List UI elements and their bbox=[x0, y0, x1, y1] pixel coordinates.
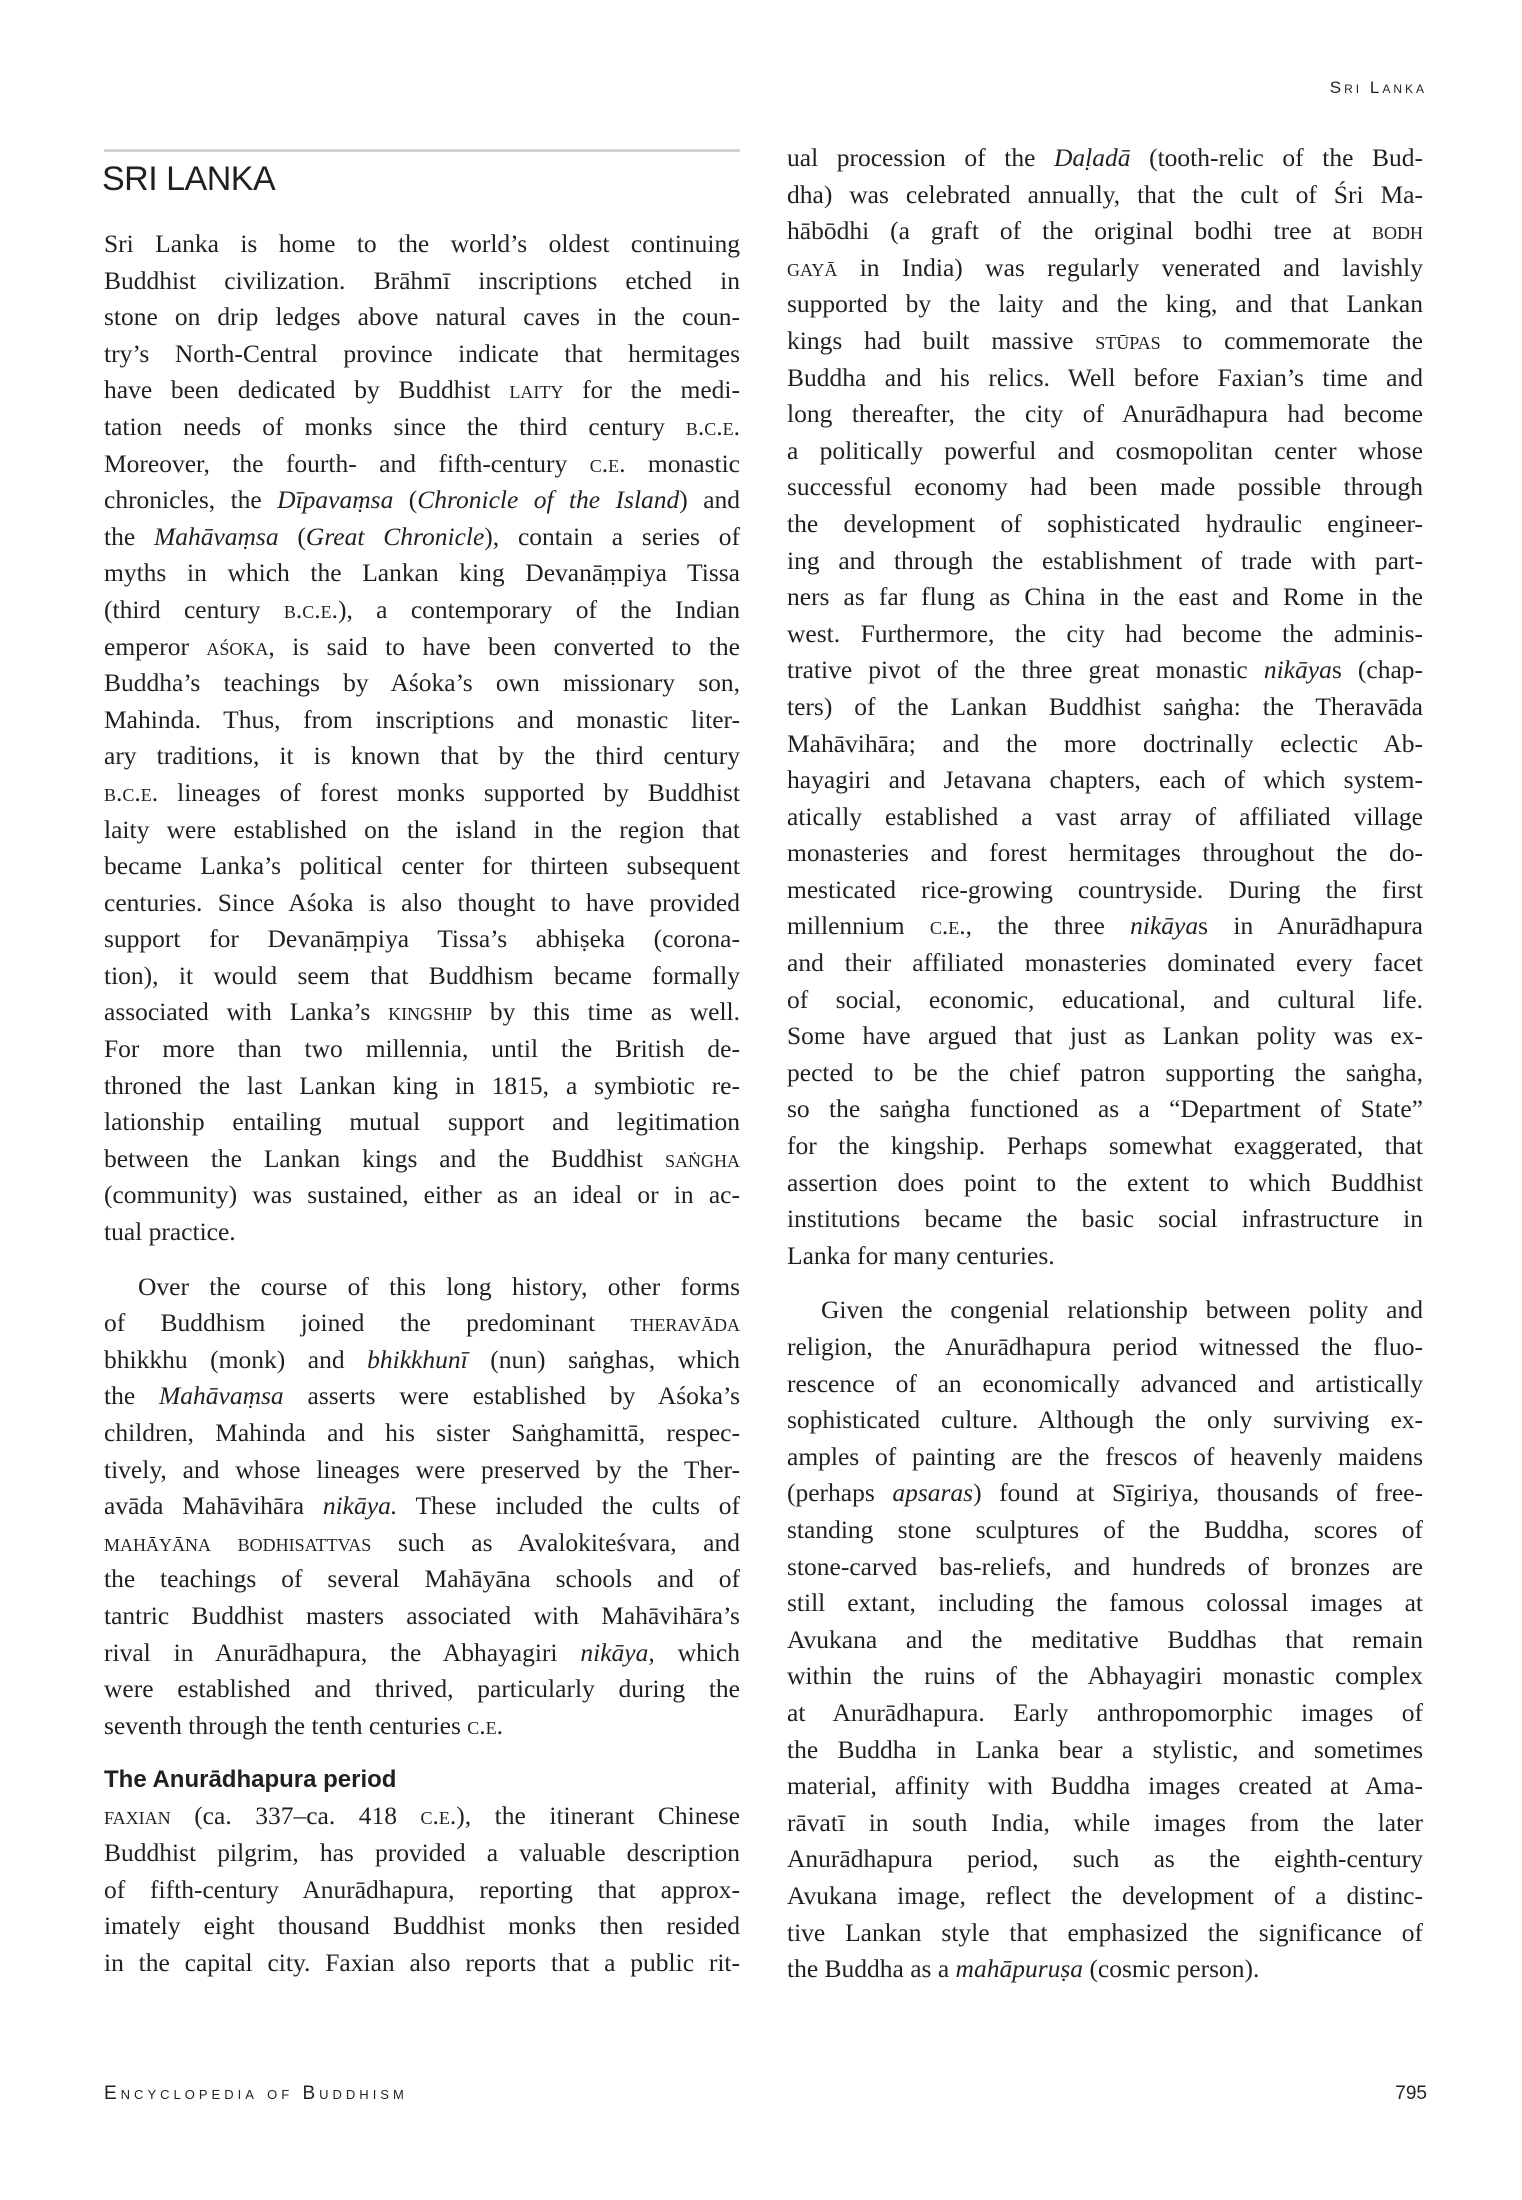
text-run: for the kingship. Perhaps somewhat exaggerated, that bbox=[787, 1131, 1423, 1161]
text-line bbox=[787, 433, 1423, 470]
text-run: at Anurādhapura. Early anthropomorphic images of bbox=[787, 1697, 1423, 1727]
text-run: standing stone sculptures of the Buddha, scores of bbox=[787, 1514, 1423, 1544]
italic-term: bhikkhunī bbox=[367, 1344, 468, 1374]
text-run: institutions became the basic social infrastructure in bbox=[787, 1204, 1423, 1234]
text-run: Given the congenial relationship between polity and bbox=[821, 1295, 1423, 1325]
text-line bbox=[104, 1872, 740, 1909]
text-run: Mahinda. Thus, from inscriptions and monastic liter- bbox=[104, 704, 740, 734]
text-run: tantric Buddhist masters associated with Mahāvihāra’s bbox=[104, 1600, 740, 1630]
text-run: of fifth-century Anurādhapura, reporting that approx- bbox=[104, 1874, 740, 1904]
text-run: stone on drip ledges above natural caves in the coun- bbox=[104, 302, 740, 332]
text-line bbox=[104, 226, 740, 263]
text-run: of Buddhism joined the predominant bbox=[104, 1308, 631, 1338]
cross-reference: b.c.e. bbox=[104, 777, 159, 807]
text-line bbox=[787, 286, 1423, 323]
running-head: Sri Lanka bbox=[1329, 78, 1427, 97]
text-run: west. Furthermore, the city had become the adminis- bbox=[787, 618, 1423, 648]
text-run: between the Lankan kings and the Buddhist bbox=[104, 1143, 665, 1173]
text-run: atically established a vast array of affiliated village bbox=[787, 801, 1423, 831]
text-line bbox=[787, 1878, 1423, 1915]
text-run: bhikkhu (monk) and bbox=[104, 1344, 368, 1374]
cross-reference: faxian bbox=[104, 1801, 171, 1831]
text-run: stone-carved bas-reliefs, and hundreds of bronzes are bbox=[787, 1551, 1423, 1581]
text-line bbox=[787, 1091, 1423, 1128]
cross-reference: saṅgha bbox=[664, 1143, 740, 1173]
text-line bbox=[104, 409, 740, 446]
text-run: lineages of forest monks supported by Buddhist bbox=[158, 777, 740, 807]
text-run: millennium bbox=[787, 911, 930, 941]
text-line bbox=[787, 616, 1423, 653]
text-line bbox=[787, 543, 1423, 580]
text-line bbox=[104, 1342, 740, 1379]
text-line bbox=[787, 323, 1423, 360]
text-run: the development of sophisticated hydraulic engineer- bbox=[787, 508, 1423, 538]
text-run: the bbox=[104, 1381, 160, 1411]
text-line bbox=[787, 762, 1423, 799]
text-line bbox=[787, 396, 1423, 433]
text-line bbox=[787, 1915, 1423, 1952]
text-line bbox=[104, 1415, 740, 1452]
cross-reference: laity bbox=[509, 375, 564, 405]
text-run: to commemorate the bbox=[1160, 325, 1423, 355]
text-run: have been dedicated by Buddhist bbox=[104, 375, 510, 405]
text-run: support for Devanāṃpiya Tissa’s abhiṣeka (corona- bbox=[104, 924, 740, 954]
text-run: imately eight thousand Buddhist monks then resided bbox=[104, 1911, 740, 1941]
text-run: hābōdhi (a graft of the original bodhi tree at bbox=[787, 216, 1372, 246]
paragraph bbox=[104, 1269, 740, 1745]
text-run: within the ruins of the Abhayagiri monastic complex bbox=[787, 1661, 1423, 1691]
text-run: pected to be the chief patron supporting the saṅgha, bbox=[787, 1057, 1423, 1087]
text-run: ters) of the Lankan Buddhist saṅgha: the Theravāda bbox=[787, 691, 1423, 721]
text-run: Buddha and his relics. Well before Faxian’s time and bbox=[787, 362, 1423, 392]
text-run: in India) was regularly venerated and lavishly bbox=[837, 252, 1423, 282]
text-run: trative pivot of the three great monastic bbox=[787, 655, 1264, 685]
text-line bbox=[104, 885, 740, 922]
text-run: tion), it would seem that Buddhism became formally bbox=[104, 960, 740, 990]
text-line bbox=[787, 1402, 1423, 1439]
text-run: , the three bbox=[965, 911, 1131, 941]
text-line bbox=[104, 1635, 740, 1672]
text-line bbox=[104, 1525, 740, 1562]
text-run: supported by the laity and the king, and that Lankan bbox=[787, 289, 1423, 319]
text-run: These included the cults of bbox=[397, 1491, 740, 1521]
paragraph-gap bbox=[787, 1274, 1423, 1292]
cross-reference: c.e. bbox=[589, 448, 626, 478]
text-line bbox=[104, 1945, 740, 1982]
cross-reference: kingship bbox=[388, 997, 473, 1027]
text-run: rival in Anurādhapura, the Abhayagiri bbox=[104, 1637, 581, 1667]
text-line bbox=[787, 945, 1423, 982]
footer-publication: Encyclopedia of Buddhism bbox=[104, 2083, 408, 2104]
text-run: (third century bbox=[104, 594, 284, 624]
text-run: throned the last Lankan king in 1815, a symbiotic re- bbox=[104, 1070, 740, 1100]
title-rule bbox=[104, 149, 740, 152]
cross-reference: theravāda bbox=[630, 1308, 740, 1338]
text-line bbox=[787, 177, 1423, 214]
text-run: ary traditions, it is known that by the third century bbox=[104, 741, 740, 771]
text-line bbox=[104, 1798, 740, 1835]
text-run: associated with Lanka’s bbox=[104, 997, 389, 1027]
italic-term: Great Chronicle bbox=[305, 521, 485, 551]
text-line bbox=[104, 519, 740, 556]
text-run: (ca. 337–ca. 418 bbox=[170, 1801, 421, 1831]
text-line bbox=[104, 775, 740, 812]
text-line bbox=[787, 799, 1423, 836]
text-line bbox=[787, 1475, 1423, 1512]
text-run: ), a contemporary of the Indian bbox=[337, 594, 740, 624]
text-run: long thereafter, the city of Anurādhapura had become bbox=[787, 399, 1423, 429]
entry-title: SRI LANKA bbox=[102, 160, 276, 198]
text-run: (tooth-relic of the Bud- bbox=[1130, 143, 1423, 172]
text-line bbox=[104, 848, 740, 885]
text-line bbox=[787, 1165, 1423, 1202]
text-run: Moreover, the fourth- and fifth-century bbox=[104, 448, 590, 478]
cross-reference: stūpas bbox=[1095, 325, 1161, 355]
italic-term: nikāya bbox=[1130, 911, 1199, 941]
text-run: the teachings of several Mahāyāna schools and of bbox=[104, 1564, 740, 1594]
text-run: Buddhist civilization. Brāhmī inscriptions etched in bbox=[104, 265, 740, 295]
text-line bbox=[104, 336, 740, 373]
text-line bbox=[787, 213, 1423, 250]
cross-reference: c.e. bbox=[467, 1710, 504, 1740]
text-line bbox=[104, 994, 740, 1031]
italic-term: Chronicle of the Island bbox=[417, 485, 680, 515]
italic-term: Dīpavaṃsa bbox=[277, 485, 394, 515]
text-run: ual procession of the bbox=[787, 143, 1054, 172]
italic-term: Mahāvaṃsa bbox=[153, 521, 279, 551]
text-line bbox=[787, 469, 1423, 506]
text-run: Mahāvihāra; and the more doctrinally eclectic Ab- bbox=[787, 728, 1423, 758]
text-run: so the saṅgha functioned as a “Department of State” bbox=[787, 1094, 1423, 1124]
text-run: and their affiliated monasteries dominated every facet bbox=[787, 948, 1423, 978]
cross-reference: b.c.e. bbox=[685, 411, 740, 441]
text-run: children, Mahinda and his sister Saṅghamittā, respec- bbox=[104, 1418, 740, 1447]
text-line bbox=[787, 1805, 1423, 1842]
text-run: laity were established on the island in the region that bbox=[104, 814, 740, 844]
text-line bbox=[104, 555, 740, 592]
text-run: s (chap- bbox=[1331, 655, 1424, 685]
text-run: hayagiri and Jetavana chapters, each of which system- bbox=[787, 765, 1423, 795]
text-run: s in Anurādhapura bbox=[1198, 911, 1423, 941]
text-run: kings had built massive bbox=[787, 325, 1096, 355]
italic-term: mahāpuruṣa bbox=[955, 1954, 1084, 1984]
text-run: emperor bbox=[104, 631, 207, 661]
text-run: myths in which the Lankan king Devanāṃpiya Tissa bbox=[104, 558, 740, 588]
text-run: such as Avalokiteśvara, and bbox=[371, 1527, 740, 1557]
text-run: ), contain a series of bbox=[484, 521, 741, 551]
paragraph bbox=[787, 140, 1423, 1274]
text-line bbox=[787, 1018, 1423, 1055]
text-run: ) and bbox=[679, 485, 741, 515]
text-line bbox=[787, 908, 1423, 945]
text-run: Over the course of this long history, other forms bbox=[138, 1271, 740, 1301]
text-run: Buddha’s teachings by Aśoka’s own missionary son, bbox=[104, 668, 740, 698]
text-run: Avukana and the meditative Buddhas that remain bbox=[787, 1624, 1423, 1654]
text-line bbox=[787, 1512, 1423, 1549]
text-line bbox=[104, 1835, 740, 1872]
text-line bbox=[104, 1177, 740, 1214]
text-line bbox=[104, 738, 740, 775]
text-run: centuries. Since Aśoka is also thought to have provided bbox=[104, 887, 740, 917]
section-heading: The Anurādhapura period bbox=[104, 1766, 397, 1794]
text-line bbox=[104, 1561, 740, 1598]
text-line bbox=[104, 1378, 740, 1415]
text-run: Sri Lanka is home to the world’s oldest continuing bbox=[104, 229, 740, 258]
text-line bbox=[104, 629, 740, 666]
text-run: became Lanka’s political center for thirteen subsequent bbox=[104, 851, 740, 881]
text-run: ) found at Sīgiriya, thousands of free- bbox=[973, 1478, 1423, 1508]
paragraph bbox=[104, 226, 740, 1251]
text-run: Lanka for many centuries. bbox=[787, 1240, 1055, 1270]
text-run: of social, economic, educational, and cultural life. bbox=[787, 984, 1423, 1014]
text-line bbox=[787, 1238, 1423, 1275]
text-line bbox=[787, 1841, 1423, 1878]
text-run: tation needs of monks since the third century bbox=[104, 411, 686, 441]
text-line bbox=[104, 1598, 740, 1635]
text-run: (perhaps bbox=[787, 1478, 893, 1508]
italic-term: nikāya, bbox=[580, 1637, 655, 1667]
text-line bbox=[104, 372, 740, 409]
text-line bbox=[787, 1292, 1423, 1329]
text-line bbox=[787, 1585, 1423, 1622]
italic-term: nikāya. bbox=[322, 1491, 398, 1521]
text-run: Buddhist pilgrim, has provided a valuable description bbox=[104, 1837, 740, 1867]
text-run: lationship entailing mutual support and legitimation bbox=[104, 1107, 740, 1137]
text-line bbox=[104, 702, 740, 739]
text-line bbox=[787, 982, 1423, 1019]
text-line bbox=[787, 1366, 1423, 1403]
text-run: the bbox=[104, 521, 154, 551]
text-run: For more than two millennia, until the British de- bbox=[104, 1034, 740, 1064]
text-line bbox=[787, 506, 1423, 543]
text-run: rescence of an economically advanced and artistically bbox=[787, 1368, 1423, 1398]
text-run: religion, the Anurādhapura period witnessed the fluo- bbox=[787, 1332, 1423, 1361]
text-run: in the capital city. Faxian also reports that a public rit- bbox=[104, 1947, 740, 1977]
text-line bbox=[787, 1768, 1423, 1805]
paragraph bbox=[787, 1292, 1423, 1987]
text-run: monastic bbox=[625, 448, 740, 478]
paragraph bbox=[104, 1798, 740, 1981]
text-line bbox=[787, 250, 1423, 287]
text-line bbox=[104, 1104, 740, 1141]
text-run: (cosmic person). bbox=[1083, 1954, 1260, 1984]
text-line bbox=[104, 1031, 740, 1068]
text-line bbox=[104, 1488, 740, 1525]
text-run: amples of painting are the frescos of heavenly maidens bbox=[787, 1441, 1423, 1471]
text-run: asserts were established by Aśoka’s bbox=[283, 1381, 741, 1411]
text-run: material, affinity with Buddha images created at Ama- bbox=[787, 1771, 1423, 1801]
text-line bbox=[787, 689, 1423, 726]
text-line bbox=[787, 1549, 1423, 1586]
cross-reference: b.c.e. bbox=[283, 594, 338, 624]
text-run: tively, and whose lineages were preserved by the Ther- bbox=[104, 1454, 740, 1484]
text-line bbox=[787, 726, 1423, 763]
text-line bbox=[787, 1329, 1423, 1366]
text-line bbox=[787, 1732, 1423, 1769]
text-run: (nun) saṅghas, which bbox=[467, 1344, 740, 1374]
text-run: still extant, including the famous colossal images at bbox=[787, 1588, 1423, 1618]
text-line bbox=[104, 1908, 740, 1945]
text-line bbox=[104, 1671, 740, 1708]
paragraph-gap bbox=[104, 1251, 740, 1269]
text-run: rāvatī in south India, while images from the later bbox=[787, 1807, 1423, 1837]
text-run: avāda Mahāvihāra bbox=[104, 1491, 323, 1521]
text-run: monasteries and forest hermitages throughout the do- bbox=[787, 838, 1423, 868]
text-line bbox=[787, 652, 1423, 689]
text-line bbox=[787, 360, 1423, 397]
text-line bbox=[787, 1439, 1423, 1476]
cross-reference: c.e. bbox=[420, 1801, 457, 1831]
cross-reference: c.e. bbox=[929, 911, 966, 941]
text-line bbox=[104, 446, 740, 483]
left-column bbox=[104, 226, 740, 1981]
text-line bbox=[104, 958, 740, 995]
text-line bbox=[104, 1068, 740, 1105]
text-line bbox=[787, 140, 1423, 177]
text-run: try’s North-Central province indicate that hermitages bbox=[104, 338, 740, 368]
text-line bbox=[787, 579, 1423, 616]
text-run: Some have argued that just as Lankan polity was ex- bbox=[787, 1021, 1423, 1051]
text-run: successful economy had been made possible through bbox=[787, 472, 1423, 502]
text-run: Avukana image, reflect the development of a distinc- bbox=[787, 1880, 1423, 1910]
text-run: ), the itinerant Chinese bbox=[456, 1801, 741, 1831]
text-line bbox=[104, 1141, 740, 1178]
text-run: sophisticated culture. Although the only surviving ex- bbox=[787, 1405, 1423, 1435]
italic-term: apsaras bbox=[892, 1478, 974, 1508]
text-line bbox=[104, 592, 740, 629]
text-run: mesticated rice-growing countryside. During the first bbox=[787, 874, 1423, 904]
cross-reference: mahāyāna bodhisattvas bbox=[104, 1527, 372, 1557]
text-run: seventh through the tenth centuries bbox=[104, 1710, 468, 1740]
text-run: the Buddha as a bbox=[787, 1954, 956, 1984]
text-run: tual practice. bbox=[104, 1217, 236, 1247]
text-run: by this time as well. bbox=[472, 997, 740, 1027]
cross-reference: bodh bbox=[1371, 216, 1423, 246]
text-line bbox=[104, 1305, 740, 1342]
text-run: ing and through the establishment of trade with part- bbox=[787, 545, 1423, 575]
right-column bbox=[787, 140, 1423, 1988]
text-line bbox=[104, 665, 740, 702]
text-run: Anurādhapura period, such as the eighth-century bbox=[787, 1844, 1423, 1874]
text-line bbox=[787, 1951, 1423, 1988]
italic-term: nikāya bbox=[1263, 655, 1332, 685]
text-line bbox=[104, 921, 740, 958]
text-line bbox=[787, 1658, 1423, 1695]
text-run: , is said to have been converted to the bbox=[268, 631, 740, 661]
text-run: ners as far flung as China in the east and Rome in the bbox=[787, 582, 1423, 612]
text-line bbox=[787, 1128, 1423, 1165]
text-line bbox=[104, 1269, 740, 1306]
italic-term: Daḷadā bbox=[1054, 143, 1131, 172]
text-run: (community) was sustained, either as an ideal or in ac- bbox=[104, 1180, 740, 1210]
text-line bbox=[787, 835, 1423, 872]
text-line bbox=[787, 1695, 1423, 1732]
text-run: assertion does point to the extent to which Buddhist bbox=[787, 1167, 1423, 1197]
text-run: chronicles, the bbox=[104, 485, 278, 515]
text-run: ( bbox=[393, 485, 418, 515]
text-line bbox=[104, 482, 740, 519]
text-line bbox=[787, 1055, 1423, 1092]
text-line bbox=[104, 299, 740, 336]
text-line bbox=[104, 812, 740, 849]
italic-term: Mahāvaṃsa bbox=[159, 1381, 284, 1411]
page-number: 795 bbox=[1395, 2083, 1427, 2104]
text-line bbox=[104, 1214, 740, 1251]
text-run: for the medi- bbox=[563, 375, 740, 405]
text-run: ( bbox=[278, 521, 306, 551]
text-line bbox=[104, 263, 740, 300]
text-run: a politically powerful and cosmopolitan center whose bbox=[787, 435, 1423, 465]
text-run: dha) was celebrated annually, that the cult of Śri Ma- bbox=[787, 179, 1423, 209]
text-line bbox=[104, 1452, 740, 1489]
text-line bbox=[787, 1622, 1423, 1659]
text-run: which bbox=[654, 1637, 740, 1667]
text-run: tive Lankan style that emphasized the significance of bbox=[787, 1917, 1423, 1947]
text-run: were established and thrived, particularly during the bbox=[104, 1674, 740, 1704]
cross-reference: gayā bbox=[787, 252, 838, 282]
paragraph-gap bbox=[104, 1744, 740, 1762]
text-line bbox=[787, 1201, 1423, 1238]
text-line bbox=[787, 872, 1423, 909]
text-line bbox=[104, 1708, 740, 1745]
text-run: the Buddha in Lanka bear a stylistic, and sometimes bbox=[787, 1734, 1423, 1764]
cross-reference: aśoka bbox=[206, 631, 269, 661]
